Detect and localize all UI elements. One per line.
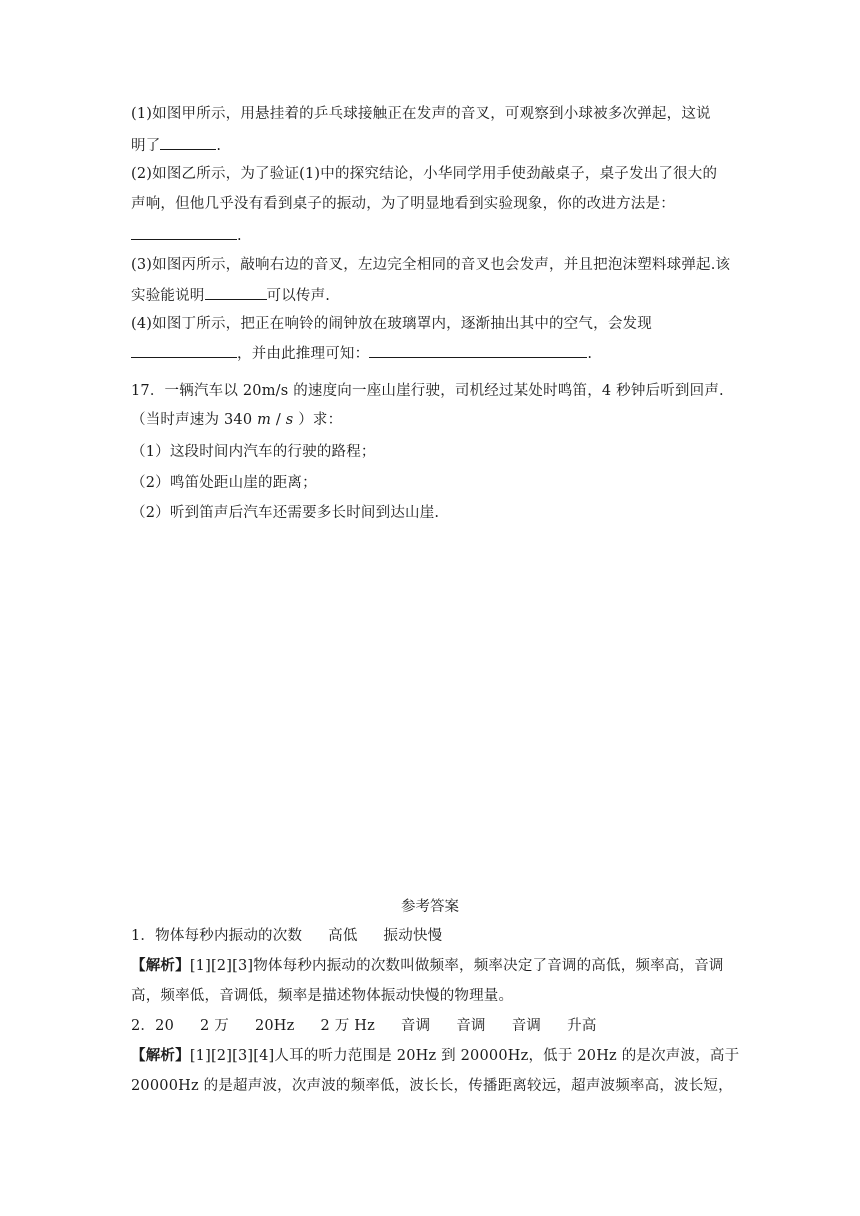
text: 实验能说明	[131, 288, 205, 304]
unit-sep: /	[271, 412, 286, 428]
answer-2-line	[131, 1016, 731, 1036]
unit-s: s	[285, 412, 294, 428]
text: 声响，但他几乎没有看到桌子的振动，为了明显地看到实验现象，你的改进方法是：	[131, 196, 675, 212]
text: 高，频率低，音调低，频率是描述物体振动快慢的物理量。	[131, 988, 514, 1004]
answer-blank[interactable]	[131, 342, 237, 358]
analysis-tag: 【解析】	[131, 957, 190, 974]
text: （1）这段时间内汽车的行驶的路程；	[131, 444, 376, 460]
answer-item: 物体每秒内振动的次数	[155, 928, 303, 944]
answer-2-analysis-line1	[131, 1046, 740, 1066]
q17-line2	[131, 410, 731, 430]
text: .	[216, 138, 222, 154]
answer-item: 音调	[511, 1018, 542, 1034]
answer-blank[interactable]	[205, 284, 267, 300]
text: .	[587, 346, 593, 362]
answer-number: 1．	[131, 928, 156, 944]
answer-item: 20	[155, 1018, 174, 1034]
q16-part4-line1	[131, 314, 731, 334]
answer-1-analysis-line1	[131, 956, 731, 976]
q16-part3-line2	[131, 284, 731, 306]
text: 20000Hz 的是超声波，次声波的频率低，波长长，传播距离较远，超声波频率高，波长短，	[131, 1078, 733, 1094]
answer-item: 音调	[456, 1018, 486, 1034]
q16-part2-line2	[131, 194, 731, 214]
q17-line1	[131, 381, 731, 401]
answer-item: 高低	[328, 928, 358, 944]
text: (3)如图丙所示，敲响右边的音叉，左边完全相同的音叉也会发声，并且把泡沫塑料球弹起.该	[131, 257, 731, 273]
answer-item: 20Hz	[254, 1018, 295, 1034]
text: (4)如图丁所示，把正在响铃的闹钟放在玻璃罩内，逐渐抽出其中的空气，会发现	[131, 316, 652, 332]
text: (1)如图甲所示，用悬挂着的乒乓球接触正在发声的音叉，可观察到小球被多次弹起，这说	[131, 106, 711, 122]
text: （2）鸣笛处距山崖的距离；	[131, 475, 317, 491]
q17-sub3	[131, 503, 731, 523]
text: 17．一辆汽车以 20m/s 的速度向一座山崖行驶，司机经过某处时鸣笛，4 秒钟后听到回声.	[131, 383, 724, 399]
answer-item: 2 万 Hz	[320, 1018, 375, 1034]
q17-sub2	[131, 473, 731, 493]
q16-part1-line1	[131, 104, 731, 124]
text: (2)如图乙所示，为了验证(1)中的探究结论，小华同学用手使劲敲桌子，桌子发出了很大的	[131, 166, 718, 182]
q17-sub1	[131, 442, 731, 462]
answer-1-analysis-line2	[131, 986, 731, 1006]
text: .	[237, 228, 242, 244]
text: 明了	[131, 138, 161, 154]
answer-blank[interactable]	[131, 224, 237, 240]
text: （2）听到笛声后汽车还需要多长时间到达山崖.	[131, 505, 440, 521]
answer-blank[interactable]	[369, 342, 587, 358]
text: [1][2][3][4]人耳的听力范围是 20Hz 到 20000Hz，低于 20Hz 的是次声波，高于	[189, 1048, 740, 1064]
text: 可以传声.	[266, 288, 331, 304]
text: ）求：	[293, 412, 343, 428]
q16-part4-line2	[131, 342, 731, 364]
text: （当时声速为 340	[131, 412, 258, 428]
text: ，并由此推理可知：	[237, 346, 370, 362]
answer-item: 2 万	[200, 1018, 229, 1034]
answer-item: 升高	[567, 1018, 597, 1034]
q16-part3-line1	[131, 255, 731, 275]
answer-1-line	[131, 926, 731, 946]
analysis-tag: 【解析】	[131, 1047, 190, 1064]
answer-item: 振动快慢	[383, 928, 443, 944]
unit-m: m	[257, 412, 272, 428]
answer-blank[interactable]	[160, 134, 216, 150]
answer-item: 音调	[400, 1018, 431, 1034]
answers-title: 参考答案	[401, 899, 459, 915]
q16-part2-line1	[131, 164, 731, 184]
q16-part2-line3	[131, 224, 731, 246]
answer-number: 2．	[131, 1018, 156, 1034]
text: [1][2][3]物体每秒内振动的次数叫做频率，频率决定了音调的高低，频率高，音调	[189, 958, 724, 974]
q16-part1-line2	[131, 134, 731, 156]
answer-2-analysis-line2	[131, 1076, 731, 1096]
